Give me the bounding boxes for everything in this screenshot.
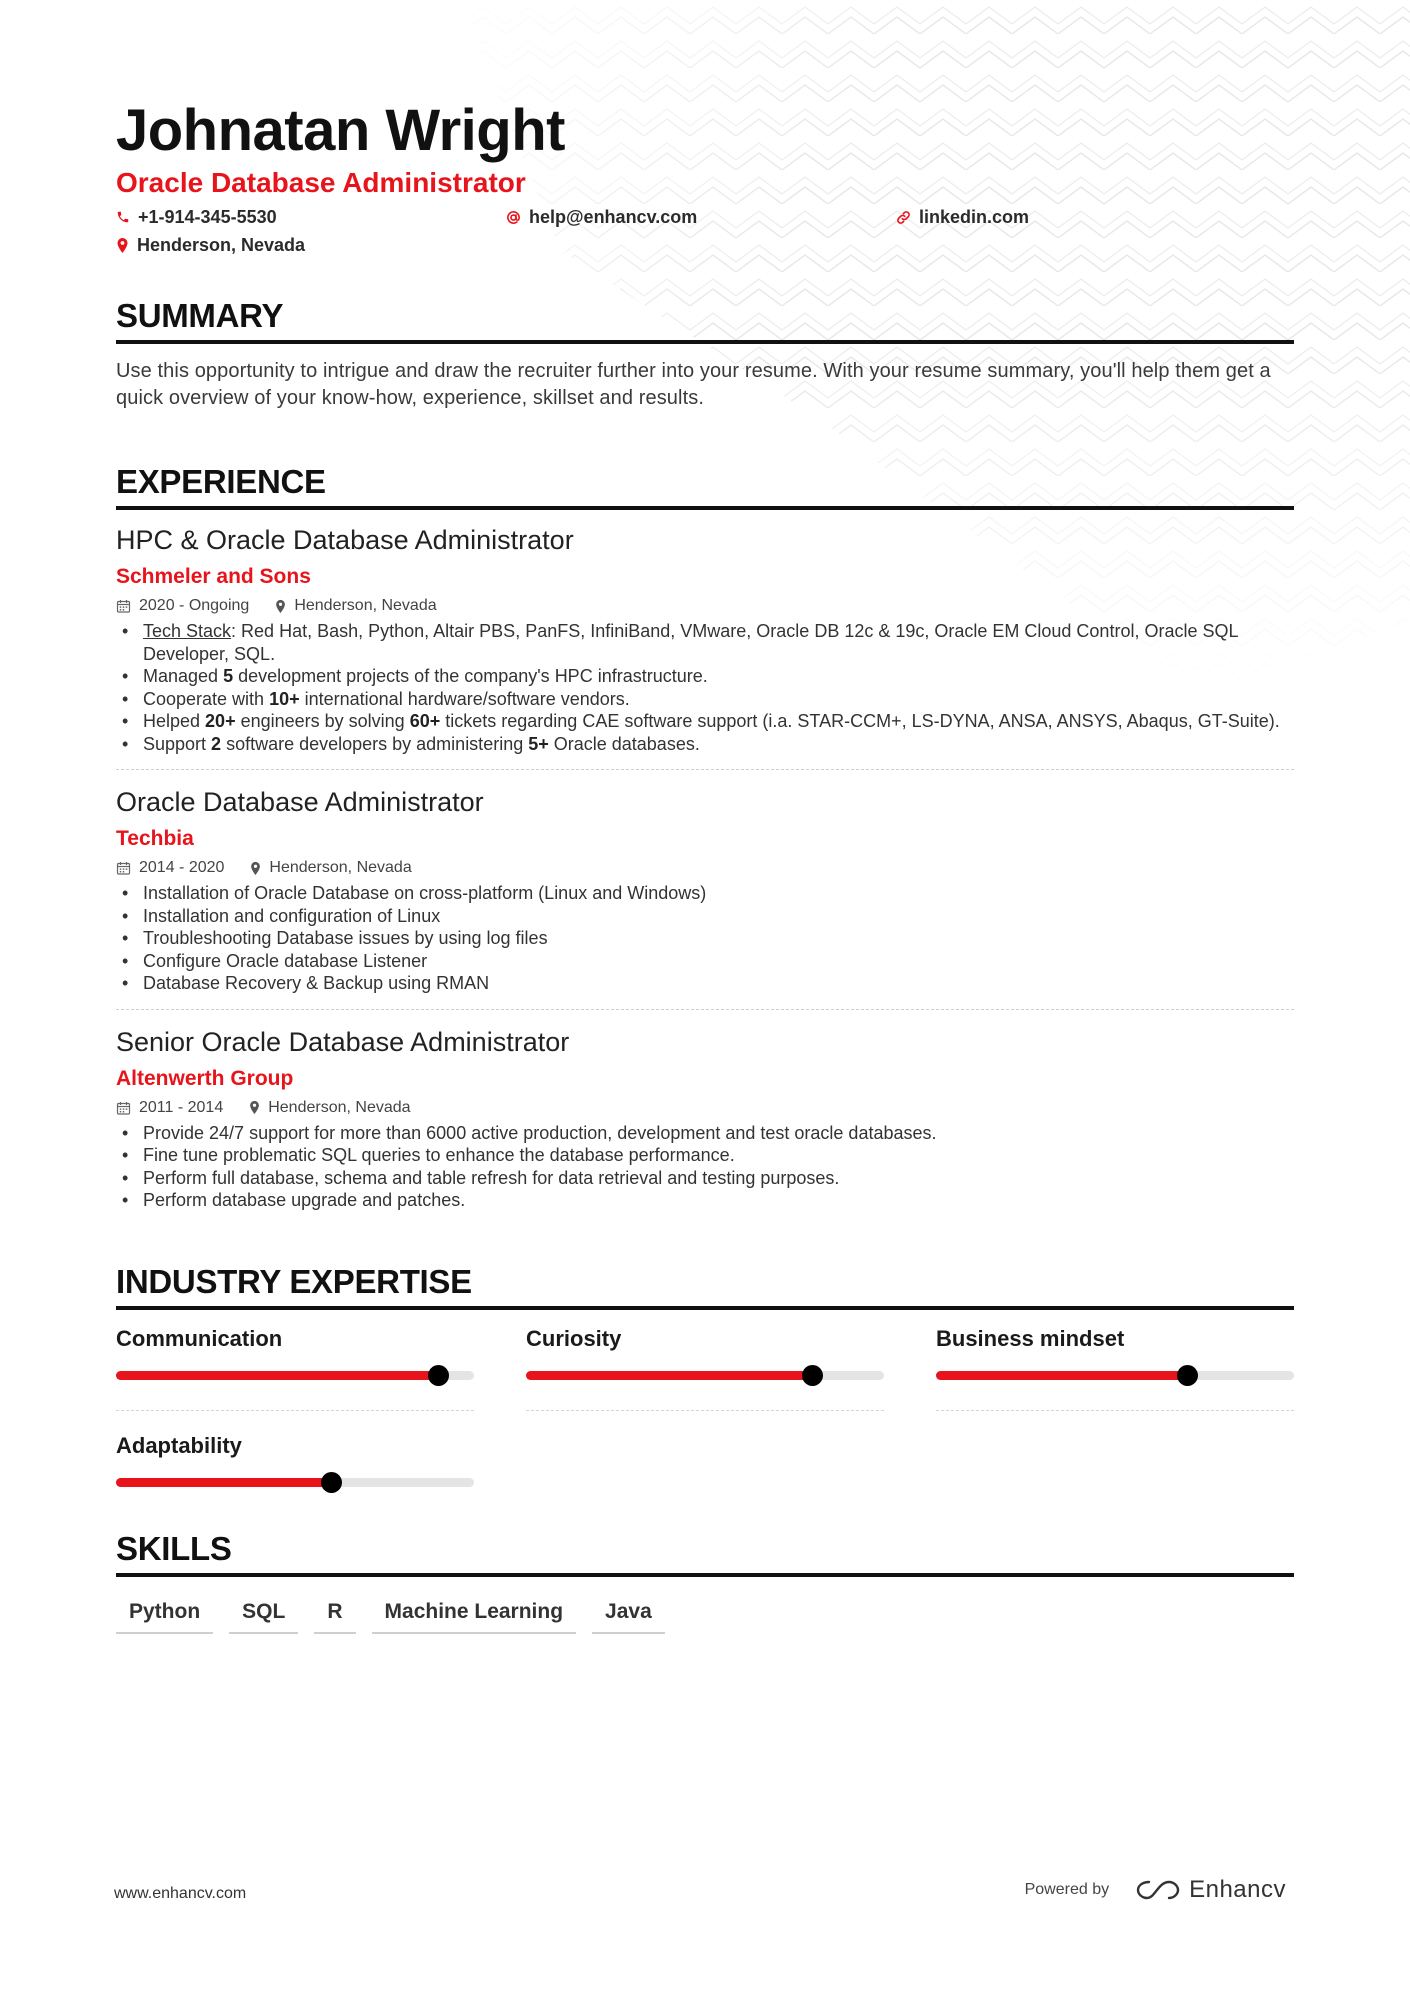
expertise-bar [116, 1371, 474, 1380]
job-dates [116, 859, 224, 877]
expertise-label: Adaptability [116, 1432, 242, 1458]
expertise-bar [116, 1478, 474, 1487]
section-heading: INDUSTRY EXPERTISE [116, 1262, 472, 1300]
name: Johnatan Wright [116, 98, 565, 163]
skill-tag: R [314, 1593, 355, 1634]
expertise-bar [526, 1371, 884, 1380]
phone-contact[interactable] [116, 206, 506, 228]
enhancv-logo-icon [1135, 1878, 1181, 1902]
expertise-label: Business mindset [936, 1325, 1125, 1351]
expertise-label: Communication [116, 1325, 283, 1351]
email-text: help@enhancv.com [529, 206, 698, 227]
map-pin-icon [249, 1100, 260, 1115]
company-name: Techbia [116, 827, 194, 850]
location-text: Henderson, Nevada [268, 1098, 411, 1116]
section-heading: SKILLS [116, 1529, 232, 1567]
job-dates [116, 1099, 223, 1117]
expertise-item [116, 1433, 474, 1517]
job-location [249, 1099, 410, 1117]
at-icon [506, 210, 521, 225]
expertise-label: Curiosity [526, 1325, 622, 1351]
list-item: • Managed 5 development projects of the company's HPC infrastructure. [116, 665, 1294, 688]
experience-section [116, 462, 1294, 1212]
list-item: • Database Recovery & Backup using RMAN [116, 972, 1294, 995]
bar-knob [1177, 1365, 1198, 1386]
date-range: 2011 - 2014 [139, 1098, 224, 1116]
list-item: • Helped 20+ engineers by solving 60+ tickets regarding CAE software support (i.a. STAR-CCM+, LS-DYNA, ANSA, ANSYS, Abaqus, GT-Suite). [116, 710, 1294, 733]
list-item: • Installation and configuration of Linux [116, 905, 1294, 928]
job-bullets [116, 882, 1294, 995]
expertise-bar [936, 1371, 1294, 1380]
job-bullets [116, 1122, 1294, 1212]
bar-knob [428, 1365, 449, 1386]
industry-expertise-section [116, 1262, 1294, 1517]
list-item: • Perform database upgrade and patches. [116, 1189, 1294, 1212]
expertise-item [936, 1326, 1294, 1411]
experience-entry [116, 1009, 1294, 1212]
skills-section [116, 1529, 1294, 1634]
expertise-item [116, 1326, 474, 1411]
job-meta [116, 1098, 1294, 1118]
expertise-item [526, 1326, 884, 1411]
bar-fill [936, 1371, 1187, 1380]
link-icon [896, 210, 911, 225]
bar-fill [526, 1371, 812, 1380]
skill-tag: Machine Learning [372, 1593, 577, 1634]
summary-section [116, 296, 1294, 412]
job-location [275, 597, 436, 615]
experience-entry [116, 769, 1294, 995]
list-item: • Installation of Oracle Database on cross-platform (Linux and Windows) [116, 882, 1294, 905]
location-text: Henderson, Nevada [294, 597, 437, 614]
linkedin-text: linkedin.com [919, 206, 1030, 227]
skills-list [116, 1593, 1294, 1634]
list-item: • Provide 24/7 support for more than 6000 active production, development and test oracle databases. [116, 1122, 1294, 1145]
calendar-icon [116, 1100, 131, 1116]
footer-website[interactable]: www.enhancv.com [114, 1885, 247, 1902]
job-meta [116, 596, 1294, 616]
summary-text: Use this opportunity to intrigue and draw the recruiter further into your resume. With your resume summary, you'll help them get a quick overview of your know-how, experience, skillset and results. [116, 360, 1271, 409]
email-contact[interactable] [506, 206, 896, 228]
footer-branding [1025, 1876, 1286, 1904]
section-divider [116, 340, 1294, 344]
job-meta [116, 858, 1294, 878]
section-divider [116, 1306, 1294, 1310]
phone-icon [116, 210, 130, 224]
location-text: Henderson, Nevada [269, 859, 412, 876]
calendar-icon [116, 860, 131, 876]
job-dates [116, 597, 249, 615]
job-role: HPC & Oracle Database Administrator [116, 525, 574, 555]
section-divider [116, 1573, 1294, 1577]
job-role: Oracle Database Administrator [116, 787, 484, 817]
section-heading: SUMMARY [116, 297, 284, 334]
bar-fill [116, 1478, 331, 1487]
contact-info [116, 206, 1294, 256]
linkedin-contact[interactable] [896, 206, 1196, 228]
job-role: Senior Oracle Database Administrator [116, 1026, 570, 1057]
expertise-grid [116, 1326, 1294, 1517]
skill-tag: SQL [229, 1593, 298, 1634]
powered-by-text: Powered by [1024, 1881, 1110, 1898]
company-name: Altenwerth Group [116, 1066, 294, 1090]
brand-name: Enhancv [1189, 1876, 1286, 1903]
list-item: • Troubleshooting Database issues by using log files [116, 927, 1294, 950]
map-pin-icon [250, 861, 261, 876]
job-bullets [116, 620, 1294, 755]
map-pin-icon [275, 599, 286, 614]
location-text: Henderson, Nevada [137, 234, 306, 255]
job-location [250, 859, 411, 877]
date-range: 2014 - 2020 [139, 859, 225, 876]
bar-knob [802, 1365, 823, 1386]
job-title: Oracle Database Administrator [116, 167, 526, 198]
list-item: • Configure Oracle database Listener [116, 950, 1294, 973]
map-pin-icon [116, 238, 129, 253]
location-contact [116, 234, 506, 256]
bar-fill [116, 1371, 438, 1380]
section-heading: EXPERIENCE [116, 463, 326, 500]
list-item: • Support 2 software developers by administering 5+ Oracle databases. [116, 733, 1294, 756]
bar-knob [321, 1472, 342, 1493]
company-name: Schmeler and Sons [116, 565, 311, 588]
skill-tag: Java [592, 1593, 665, 1634]
date-range: 2020 - Ongoing [139, 597, 250, 614]
calendar-icon [116, 598, 131, 614]
list-item: • Cooperate with 10+ international hardware/software vendors. [116, 688, 1294, 711]
list-item: • Fine tune problematic SQL queries to enhance the database performance. [116, 1144, 1294, 1167]
list-item: • Perform full database, schema and table refresh for data retrieval and testing purposes. [116, 1167, 1294, 1190]
phone-text: +1-914-345-5530 [138, 206, 277, 227]
list-item: • Tech Stack: Red Hat, Bash, Python, Altair PBS, PanFS, InfiniBand, VMware, Oracle DB 12c & 19c, Oracle EM Cloud Control, Oracle SQL Developer, SQL. [116, 620, 1294, 665]
skill-tag: Python [116, 1593, 213, 1634]
experience-entry [116, 510, 1294, 755]
